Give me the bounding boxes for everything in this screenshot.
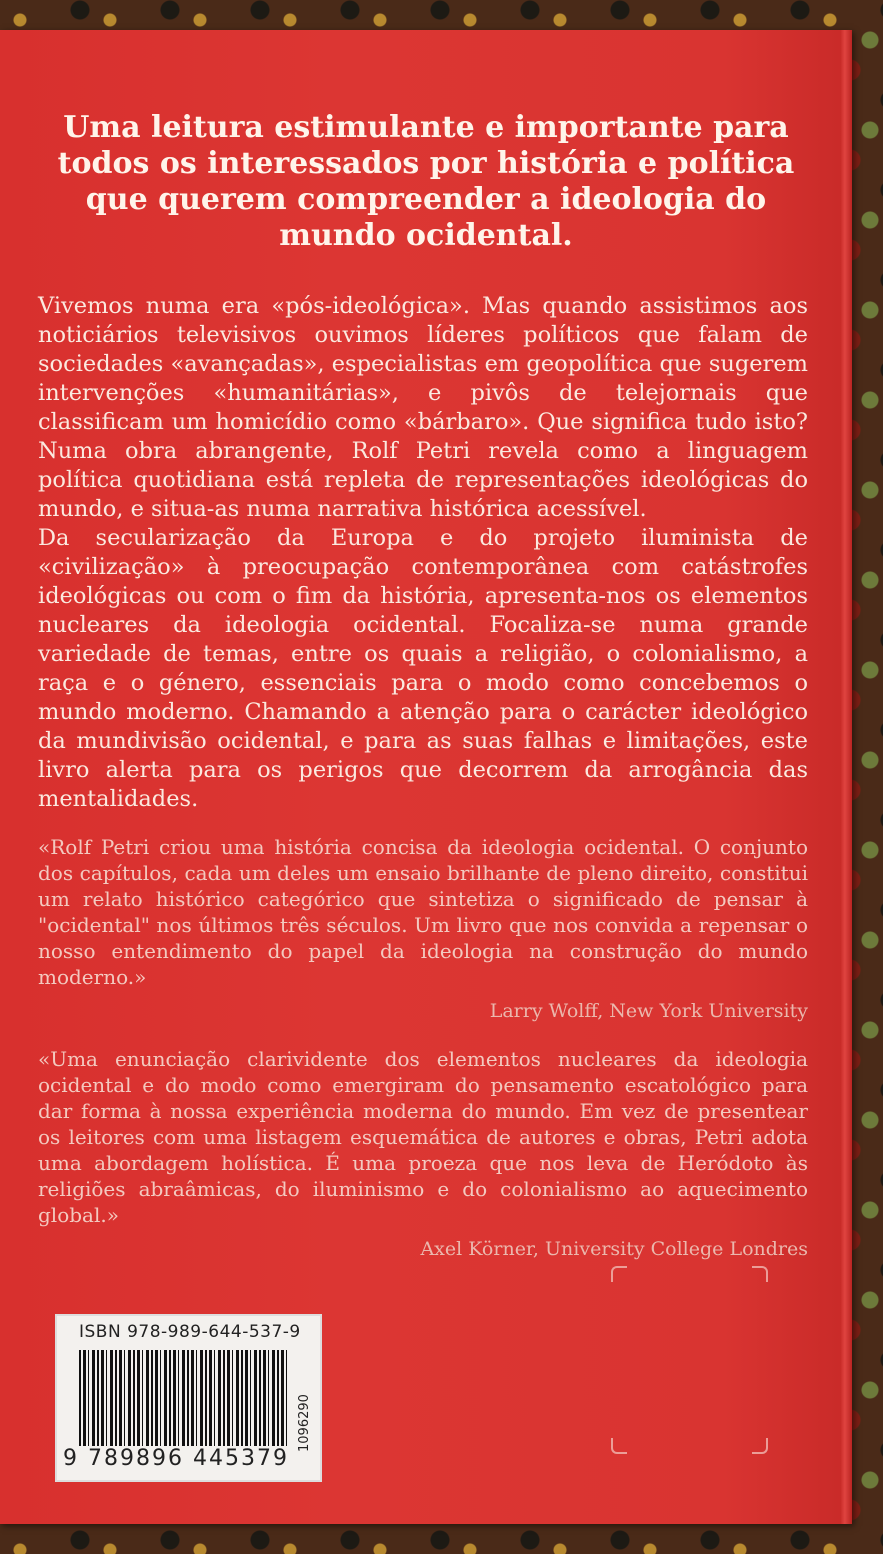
tagline: Uma leitura estimulante e importante para todos os interessados por história e política que querem compreender a ideologia do mundo ocidental.	[57, 110, 795, 253]
review-quote-1-text: «Rolf Petri criou uma história concisa da ideologia ocidental. O conjunto dos capítulos, cada um deles um ensaio brilhante de pleno direito, constitui um relato histórico categórico que sintetiza o significado de pensar à "ocidental" nos últimos três séculos. Um livro que nos convida a repensar o nosso entendimento do papel da ideologia na construção do mundo moderno.»	[38, 835, 808, 989]
isbn-text: ISBN 978-989-644-537-9	[79, 1322, 301, 1342]
review-quote-2-attribution: Axel Körner, University College Londres	[420, 1238, 808, 1260]
synopsis	[38, 292, 808, 814]
corner-mark	[752, 1438, 768, 1454]
cover-edge	[840, 30, 852, 1524]
review-quote-2-text: «Uma enunciação clarividente dos elementos nucleares da ideologia ocidental e do modo como emergiram do pensamento escatológico para dar forma à nossa experiência moderna do mundo. Em vez de presentear os leitores com uma listagem esquemática de autores e obras, Petri adota uma abordagem holística. É uma proeza que nos leva de Heródoto às religiões abraâmicas, do iluminismo e do colonialismo ao aquecimento global.»	[38, 1047, 808, 1227]
corner-mark	[752, 1266, 768, 1282]
barcode-digits: 9 789896 445379	[63, 1446, 289, 1471]
barcode-label	[55, 1314, 322, 1482]
review-quote-1-attribution: Larry Wolff, New York University	[489, 1000, 808, 1022]
sticker-placeholder-marks	[611, 1266, 768, 1454]
corner-mark	[611, 1266, 627, 1282]
barcode-icon	[79, 1350, 287, 1446]
side-code: 1096290	[297, 1394, 312, 1452]
review-quote-1	[38, 834, 808, 1024]
review-quote-2	[38, 1046, 808, 1262]
synopsis-paragraph-2: Da secularização da Europa e do projeto iluminista de «civilização» à preocupação contemporânea com catástrofes ideológicas ou com o fim da história, apresenta-nos os elementos nucleares da ideologia ocidental. Focaliza-se numa grande variedade de temas, entre os quais a religião, o colonialismo, a raça e o género, essenciais para o modo como concebemos o mundo moderno. Chamando a atenção para o carácter ideológico da mundivisão ocidental, e para as suas falhas e limitações, este livro alerta para os perigos que decorrem da arrogância das mentalidades.	[38, 525, 808, 812]
corner-mark	[611, 1438, 627, 1454]
synopsis-paragraph-1: Vivemos numa era «pós-ideológica». Mas quando assistimos aos noticiários televisivos ouvimos líderes políticos que falam de sociedades «avançadas», especialistas em geopolítica que sugerem intervenções «humanitárias», e pivôs de telejornais que classificam um homicídio como «bárbaro». Que significa tudo isto? Numa obra abrangente, Rolf Petri revela como a linguagem política quotidiana está repleta de representações ideológicas do mundo, e situa-as numa narrativa histórica acessível.	[38, 293, 808, 522]
book-back-cover	[0, 30, 852, 1524]
